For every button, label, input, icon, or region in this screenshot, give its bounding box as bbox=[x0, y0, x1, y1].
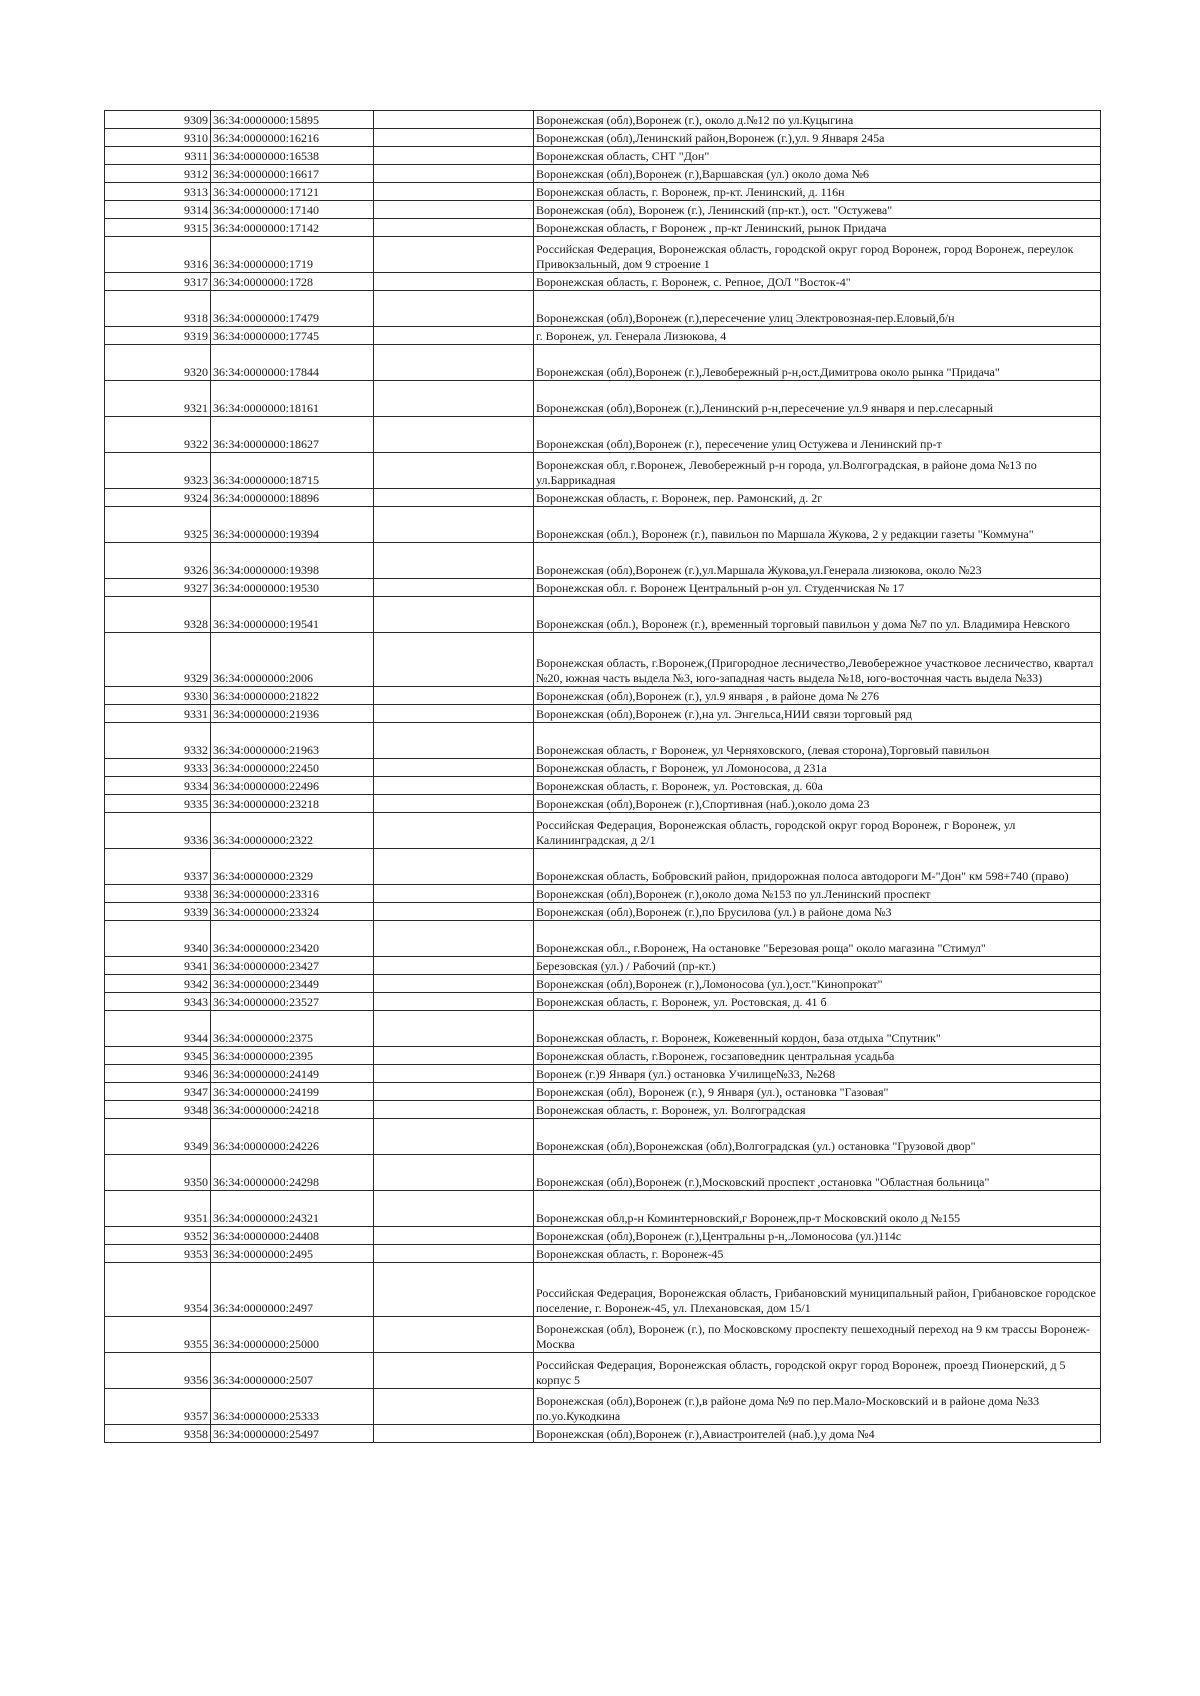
table-row bbox=[105, 759, 1101, 777]
empty-cell bbox=[374, 1191, 534, 1227]
row-number-cell: 9350 bbox=[105, 1155, 211, 1191]
row-number-cell: 9356 bbox=[105, 1353, 211, 1389]
cadastral-number-cell: 36:34:0000000:24218 bbox=[211, 1101, 374, 1119]
table-row bbox=[105, 597, 1101, 633]
row-number-cell: 9338 bbox=[105, 885, 211, 903]
row-number-cell: 9353 bbox=[105, 1245, 211, 1263]
row-number-cell: 9316 bbox=[105, 237, 211, 273]
cadastral-number-cell: 36:34:0000000:2395 bbox=[211, 1047, 374, 1065]
row-number-cell: 9311 bbox=[105, 147, 211, 165]
row-number-cell: 9332 bbox=[105, 723, 211, 759]
cadastral-number-cell: 36:34:0000000:21963 bbox=[211, 723, 374, 759]
address-cell: Воронежская область, г. Воронеж, ул. Ростовская, д. 41 б bbox=[534, 993, 1101, 1011]
empty-cell bbox=[374, 183, 534, 201]
row-number-cell: 9323 bbox=[105, 453, 211, 489]
cadastral-number-cell: 36:34:0000000:19398 bbox=[211, 543, 374, 579]
address-cell: Воронежская область, г.Воронеж,(Пригородное лесничество,Левобережное участковое лесничество, квартал №20, южная часть выдела №3, юго-западная часть выдела №18, юго-восточная часть выдела №33) bbox=[534, 633, 1101, 687]
row-number-cell: 9341 bbox=[105, 957, 211, 975]
empty-cell bbox=[374, 327, 534, 345]
table-row bbox=[105, 975, 1101, 993]
row-number-cell: 9357 bbox=[105, 1389, 211, 1425]
cadastral-number-cell: 36:34:0000000:19541 bbox=[211, 597, 374, 633]
cadastral-number-cell: 36:34:0000000:16617 bbox=[211, 165, 374, 183]
table-row bbox=[105, 219, 1101, 237]
empty-cell bbox=[374, 1047, 534, 1065]
table-row bbox=[105, 129, 1101, 147]
cadastral-number-cell: 36:34:0000000:25333 bbox=[211, 1389, 374, 1425]
table-row bbox=[105, 921, 1101, 957]
address-cell: Российская Федерация, Воронежская область, городской округ город Воронеж, город Воронеж, переулок Привокзальный, дом 9 строение 1 bbox=[534, 237, 1101, 273]
cadastral-number-cell: 36:34:0000000:2507 bbox=[211, 1353, 374, 1389]
empty-cell bbox=[374, 975, 534, 993]
address-cell: Воронежская (обл),Воронеж (г.),по Брусилова (ул.) в районе дома №3 bbox=[534, 903, 1101, 921]
cadastral-number-cell: 36:34:0000000:24298 bbox=[211, 1155, 374, 1191]
row-number-cell: 9315 bbox=[105, 219, 211, 237]
row-number-cell: 9342 bbox=[105, 975, 211, 993]
empty-cell bbox=[374, 453, 534, 489]
row-number-cell: 9352 bbox=[105, 1227, 211, 1245]
empty-cell bbox=[374, 147, 534, 165]
cadastral-number-cell: 36:34:0000000:17745 bbox=[211, 327, 374, 345]
empty-cell bbox=[374, 1101, 534, 1119]
address-cell: Воронежская (обл),Воронеж (г.),Центральны р-н,.Ломоносова (ул.)114с bbox=[534, 1227, 1101, 1245]
row-number-cell: 9343 bbox=[105, 993, 211, 1011]
cadastral-number-cell: 36:34:0000000:24149 bbox=[211, 1065, 374, 1083]
table-row bbox=[105, 381, 1101, 417]
address-cell: Воронежская (обл),Воронеж (г.),Ленинский р-н,пересечение ул.9 января и пер.слесарный bbox=[534, 381, 1101, 417]
table-row bbox=[105, 1191, 1101, 1227]
table-row bbox=[105, 489, 1101, 507]
table-row bbox=[105, 705, 1101, 723]
empty-cell bbox=[374, 813, 534, 849]
row-number-cell: 9339 bbox=[105, 903, 211, 921]
table-row bbox=[105, 795, 1101, 813]
address-cell: Воронежская (обл),Воронеж (г.),Спортивная (наб.),около дома 23 bbox=[534, 795, 1101, 813]
empty-cell bbox=[374, 1425, 534, 1443]
empty-cell bbox=[374, 579, 534, 597]
empty-cell bbox=[374, 957, 534, 975]
table-row bbox=[105, 1425, 1101, 1443]
table-row bbox=[105, 1353, 1101, 1389]
cadastral-number-cell: 36:34:0000000:18715 bbox=[211, 453, 374, 489]
cadastral-number-cell: 36:34:0000000:23449 bbox=[211, 975, 374, 993]
row-number-cell: 9314 bbox=[105, 201, 211, 219]
empty-cell bbox=[374, 1317, 534, 1353]
table-row bbox=[105, 1083, 1101, 1101]
empty-cell bbox=[374, 417, 534, 453]
cadastral-number-cell: 36:34:0000000:25000 bbox=[211, 1317, 374, 1353]
address-cell: Российская Федерация, Воронежская область, городской округ город Воронеж, г Воронеж, ул Калининградская, д 2/1 bbox=[534, 813, 1101, 849]
empty-cell bbox=[374, 237, 534, 273]
table-row bbox=[105, 291, 1101, 327]
row-number-cell: 9318 bbox=[105, 291, 211, 327]
address-cell: Воронежская область, г. Воронеж, ул. Волгоградская bbox=[534, 1101, 1101, 1119]
row-number-cell: 9320 bbox=[105, 345, 211, 381]
table-row bbox=[105, 903, 1101, 921]
row-number-cell: 9336 bbox=[105, 813, 211, 849]
row-number-cell: 9326 bbox=[105, 543, 211, 579]
row-number-cell: 9329 bbox=[105, 633, 211, 687]
table-row bbox=[105, 237, 1101, 273]
empty-cell bbox=[374, 273, 534, 291]
address-cell: Воронежская (обл),Воронеж (г.),Московский проспект ,остановка "Областная больница" bbox=[534, 1155, 1101, 1191]
address-cell: Воронежская (обл),Воронеж (г.),около дома №153 по ул.Ленинский проспект bbox=[534, 885, 1101, 903]
table-row bbox=[105, 507, 1101, 543]
empty-cell bbox=[374, 1227, 534, 1245]
table-row bbox=[105, 417, 1101, 453]
row-number-cell: 9328 bbox=[105, 597, 211, 633]
cadastral-number-cell: 36:34:0000000:24199 bbox=[211, 1083, 374, 1101]
empty-cell bbox=[374, 1083, 534, 1101]
address-cell: Воронежская обл,р-н Коминтерновский,г Воронеж,пр-т Московский около д №155 bbox=[534, 1191, 1101, 1227]
empty-cell bbox=[374, 705, 534, 723]
table-row bbox=[105, 1263, 1101, 1317]
table-row bbox=[105, 1119, 1101, 1155]
table-row bbox=[105, 633, 1101, 687]
empty-cell bbox=[374, 1119, 534, 1155]
cadastral-number-cell: 36:34:0000000:23324 bbox=[211, 903, 374, 921]
table-row bbox=[105, 1065, 1101, 1083]
address-cell: Воронежская область, г. Воронеж, с. Репное, ДОЛ "Восток-4" bbox=[534, 273, 1101, 291]
cadastral-number-cell: 36:34:0000000:16538 bbox=[211, 147, 374, 165]
address-cell: Воронежская область, г. Воронеж, Кожевенный кордон, база отдыха "Спутник" bbox=[534, 1011, 1101, 1047]
address-cell: Воронежская (обл),Воронеж (г.),Ломоносова (ул.),ост."Кинопрокат" bbox=[534, 975, 1101, 993]
empty-cell bbox=[374, 849, 534, 885]
row-number-cell: 9335 bbox=[105, 795, 211, 813]
row-number-cell: 9344 bbox=[105, 1011, 211, 1047]
row-number-cell: 9313 bbox=[105, 183, 211, 201]
table-row bbox=[105, 453, 1101, 489]
address-cell: Российская Федерация, Воронежская область, городской округ город Воронеж, проезд Пионерский, д 5 корпус 5 bbox=[534, 1353, 1101, 1389]
table-row bbox=[105, 723, 1101, 759]
empty-cell bbox=[374, 1065, 534, 1083]
cadastral-number-cell: 36:34:0000000:18627 bbox=[211, 417, 374, 453]
address-cell: Воронежская обл., г.Воронеж, На остановке "Березовая роща" около магазина "Стимул" bbox=[534, 921, 1101, 957]
table-row bbox=[105, 327, 1101, 345]
address-cell: Российская Федерация, Воронежская область, Грибановский муниципальный район, Грибановское городское поселение, г. Воронеж-45, ул. Плехановская, дом 15/1 bbox=[534, 1263, 1101, 1317]
row-number-cell: 9325 bbox=[105, 507, 211, 543]
table-row bbox=[105, 183, 1101, 201]
address-cell: Воронежская (обл),Воронеж (г.),в районе дома №9 по пер.Мало-Московский и в районе дома №33 по.уо.Кукодкина bbox=[534, 1389, 1101, 1425]
cadastral-number-cell: 36:34:0000000:18161 bbox=[211, 381, 374, 417]
cadastral-number-cell: 36:34:0000000:17121 bbox=[211, 183, 374, 201]
address-cell: Воронежская область, г.Воронеж, госзаповедник центральная усадьба bbox=[534, 1047, 1101, 1065]
empty-cell bbox=[374, 489, 534, 507]
cadastral-number-cell: 36:34:0000000:23420 bbox=[211, 921, 374, 957]
table-row bbox=[105, 147, 1101, 165]
row-number-cell: 9331 bbox=[105, 705, 211, 723]
row-number-cell: 9312 bbox=[105, 165, 211, 183]
cadastral-number-cell: 36:34:0000000:23218 bbox=[211, 795, 374, 813]
address-cell: Березовская (ул.) / Рабочий (пр-кт.) bbox=[534, 957, 1101, 975]
address-cell: Воронежская область, г Воронеж , пр-кт Ленинский, рынок Придача bbox=[534, 219, 1101, 237]
address-cell: Воронежская (обл),Воронеж (г.), около д.№12 по ул.Куцыгина bbox=[534, 111, 1101, 129]
address-cell: Воронежская (обл),Воронеж (г.), пересечение улиц Остужева и Ленинский пр-т bbox=[534, 417, 1101, 453]
address-cell: Воронежская обл, г.Воронеж, Левобережный р-н города, ул.Волгоградская, в районе дома №13 по ул.Баррикадная bbox=[534, 453, 1101, 489]
table-row bbox=[105, 201, 1101, 219]
empty-cell bbox=[374, 219, 534, 237]
empty-cell bbox=[374, 111, 534, 129]
cadastral-number-cell: 36:34:0000000:21936 bbox=[211, 705, 374, 723]
cadastral-number-cell: 36:34:0000000:17844 bbox=[211, 345, 374, 381]
empty-cell bbox=[374, 129, 534, 147]
address-cell: Воронежская (обл),Воронеж (г.),ул.Маршала Жукова,ул.Генерала лизюкова, около №23 bbox=[534, 543, 1101, 579]
row-number-cell: 9309 bbox=[105, 111, 211, 129]
table-row bbox=[105, 345, 1101, 381]
address-cell: Воронежская область, СНТ "Дон" bbox=[534, 147, 1101, 165]
cadastral-number-cell: 36:34:0000000:16216 bbox=[211, 129, 374, 147]
row-number-cell: 9334 bbox=[105, 777, 211, 795]
empty-cell bbox=[374, 723, 534, 759]
empty-cell bbox=[374, 1389, 534, 1425]
empty-cell bbox=[374, 687, 534, 705]
address-cell: Воронежская (обл), Воронеж (г.), Ленинский (пр-кт.), ост. "Остужева" bbox=[534, 201, 1101, 219]
cadastral-number-cell: 36:34:0000000:24226 bbox=[211, 1119, 374, 1155]
table-row bbox=[105, 849, 1101, 885]
cadastral-number-cell: 36:34:0000000:24321 bbox=[211, 1191, 374, 1227]
cadastral-number-cell: 36:34:0000000:23316 bbox=[211, 885, 374, 903]
table-row bbox=[105, 1011, 1101, 1047]
empty-cell bbox=[374, 381, 534, 417]
address-cell: Воронежская область, г. Воронеж-45 bbox=[534, 1245, 1101, 1263]
row-number-cell: 9327 bbox=[105, 579, 211, 597]
cadastral-number-cell: 36:34:0000000:18896 bbox=[211, 489, 374, 507]
address-cell: Воронежская (обл),Воронеж (г.), ул.9 января , в районе дома № 276 bbox=[534, 687, 1101, 705]
row-number-cell: 9346 bbox=[105, 1065, 211, 1083]
empty-cell bbox=[374, 885, 534, 903]
address-cell: Воронежская область, Бобровский район, придорожная полоса автодороги М-"Дон" км 598+740 (право) bbox=[534, 849, 1101, 885]
row-number-cell: 9337 bbox=[105, 849, 211, 885]
cadastral-number-cell: 36:34:0000000:2375 bbox=[211, 1011, 374, 1047]
table-row bbox=[105, 543, 1101, 579]
cadastral-number-cell: 36:34:0000000:19530 bbox=[211, 579, 374, 597]
table-row bbox=[105, 885, 1101, 903]
table-row bbox=[105, 273, 1101, 291]
cadastral-number-cell: 36:34:0000000:23427 bbox=[211, 957, 374, 975]
table-row bbox=[105, 813, 1101, 849]
address-cell: Воронежская (обл),Воронеж (г.),Варшавская (ул.) около дома №6 bbox=[534, 165, 1101, 183]
empty-cell bbox=[374, 777, 534, 795]
cadastral-number-cell: 36:34:0000000:2495 bbox=[211, 1245, 374, 1263]
cadastral-number-cell: 36:34:0000000:1719 bbox=[211, 237, 374, 273]
address-cell: Воронежская (обл), Воронеж (г.), по Московскому проспекту пешеходный переход на 9 км трассы Воронеж-Москва bbox=[534, 1317, 1101, 1353]
empty-cell bbox=[374, 1155, 534, 1191]
row-number-cell: 9358 bbox=[105, 1425, 211, 1443]
row-number-cell: 9322 bbox=[105, 417, 211, 453]
row-number-cell: 9321 bbox=[105, 381, 211, 417]
address-cell: Воронежская область, г Воронеж, ул Ломоносова, д 231а bbox=[534, 759, 1101, 777]
address-cell: Воронежская (обл),Ленинский район,Воронеж (г.),ул. 9 Января 245а bbox=[534, 129, 1101, 147]
row-number-cell: 9333 bbox=[105, 759, 211, 777]
row-number-cell: 9355 bbox=[105, 1317, 211, 1353]
row-number-cell: 9324 bbox=[105, 489, 211, 507]
row-number-cell: 9354 bbox=[105, 1263, 211, 1317]
empty-cell bbox=[374, 201, 534, 219]
empty-cell bbox=[374, 291, 534, 327]
empty-cell bbox=[374, 1353, 534, 1389]
cadastral-number-cell: 36:34:0000000:25497 bbox=[211, 1425, 374, 1443]
empty-cell bbox=[374, 543, 534, 579]
table-row bbox=[105, 1047, 1101, 1065]
cadastral-number-cell: 36:34:0000000:17479 bbox=[211, 291, 374, 327]
empty-cell bbox=[374, 903, 534, 921]
table-row bbox=[105, 579, 1101, 597]
empty-cell bbox=[374, 993, 534, 1011]
table-row bbox=[105, 1227, 1101, 1245]
table-row bbox=[105, 111, 1101, 129]
cadastral-number-cell: 36:34:0000000:2329 bbox=[211, 849, 374, 885]
empty-cell bbox=[374, 921, 534, 957]
table-row bbox=[105, 1101, 1101, 1119]
address-cell: Воронежская (обл),Воронеж (г.),на ул. Энгельса,НИИ связи торговый ряд bbox=[534, 705, 1101, 723]
cadastral-register-table bbox=[104, 110, 1101, 1443]
address-cell: Воронежская область, г. Воронеж, ул. Ростовская, д. 60а bbox=[534, 777, 1101, 795]
table-row bbox=[105, 777, 1101, 795]
empty-cell bbox=[374, 759, 534, 777]
empty-cell bbox=[374, 597, 534, 633]
address-cell: Воронеж (г.)9 Января (ул.) остановка Училище№33, №268 bbox=[534, 1065, 1101, 1083]
empty-cell bbox=[374, 633, 534, 687]
address-cell: Воронежская область, г. Воронеж, пер. Рамонский, д. 2г bbox=[534, 489, 1101, 507]
cadastral-number-cell: 36:34:0000000:17140 bbox=[211, 201, 374, 219]
cadastral-number-cell: 36:34:0000000:15895 bbox=[211, 111, 374, 129]
address-cell: Воронежская (обл), Воронеж (г.), 9 Января (ул.), остановка "Газовая" bbox=[534, 1083, 1101, 1101]
row-number-cell: 9317 bbox=[105, 273, 211, 291]
cadastral-number-cell: 36:34:0000000:22450 bbox=[211, 759, 374, 777]
address-cell: Воронежская (обл),Воронежская (обл),Волгоградская (ул.) остановка "Грузовой двор" bbox=[534, 1119, 1101, 1155]
address-cell: Воронежская (обл.), Воронеж (г.), павильон по Маршала Жукова, 2 у редакции газеты "Коммуна" bbox=[534, 507, 1101, 543]
address-cell: Воронежская (обл),Воронеж (г.),Авиастроителей (наб.),у дома №4 bbox=[534, 1425, 1101, 1443]
table-row bbox=[105, 1155, 1101, 1191]
address-cell: Воронежская (обл),Воронеж (г.),Левобережный р-н,ост.Димитрова около рынка "Придача" bbox=[534, 345, 1101, 381]
row-number-cell: 9347 bbox=[105, 1083, 211, 1101]
cadastral-number-cell: 36:34:0000000:17142 bbox=[211, 219, 374, 237]
table-row bbox=[105, 957, 1101, 975]
table-row bbox=[105, 1317, 1101, 1353]
table-row bbox=[105, 1389, 1101, 1425]
row-number-cell: 9351 bbox=[105, 1191, 211, 1227]
row-number-cell: 9345 bbox=[105, 1047, 211, 1065]
empty-cell bbox=[374, 1245, 534, 1263]
cadastral-number-cell: 36:34:0000000:2497 bbox=[211, 1263, 374, 1317]
table-row bbox=[105, 165, 1101, 183]
cadastral-number-cell: 36:34:0000000:24408 bbox=[211, 1227, 374, 1245]
cadastral-number-cell: 36:34:0000000:21822 bbox=[211, 687, 374, 705]
address-cell: Воронежская область, г Воронеж, ул Черняховского, (левая сторона),Торговый павильон bbox=[534, 723, 1101, 759]
row-number-cell: 9340 bbox=[105, 921, 211, 957]
empty-cell bbox=[374, 165, 534, 183]
empty-cell bbox=[374, 345, 534, 381]
table-row bbox=[105, 1245, 1101, 1263]
empty-cell bbox=[374, 1263, 534, 1317]
cadastral-number-cell: 36:34:0000000:2322 bbox=[211, 813, 374, 849]
cadastral-number-cell: 36:34:0000000:22496 bbox=[211, 777, 374, 795]
empty-cell bbox=[374, 1011, 534, 1047]
cadastral-number-cell: 36:34:0000000:23527 bbox=[211, 993, 374, 1011]
row-number-cell: 9348 bbox=[105, 1101, 211, 1119]
cadastral-number-cell: 36:34:0000000:1728 bbox=[211, 273, 374, 291]
row-number-cell: 9330 bbox=[105, 687, 211, 705]
row-number-cell: 9319 bbox=[105, 327, 211, 345]
row-number-cell: 9349 bbox=[105, 1119, 211, 1155]
address-cell: г. Воронеж, ул. Генерала Лизюкова, 4 bbox=[534, 327, 1101, 345]
empty-cell bbox=[374, 795, 534, 813]
address-cell: Воронежская обл. г. Воронеж Центральный р-он ул. Студенчиская № 17 bbox=[534, 579, 1101, 597]
cadastral-number-cell: 36:34:0000000:19394 bbox=[211, 507, 374, 543]
address-cell: Воронежская область, г. Воронеж, пр-кт. Ленинский, д. 116н bbox=[534, 183, 1101, 201]
row-number-cell: 9310 bbox=[105, 129, 211, 147]
table-row bbox=[105, 993, 1101, 1011]
cadastral-number-cell: 36:34:0000000:2006 bbox=[211, 633, 374, 687]
table-row bbox=[105, 687, 1101, 705]
address-cell: Воронежская (обл.), Воронеж (г.), временный торговый павильон у дома №7 по ул. Владимира Невского bbox=[534, 597, 1101, 633]
address-cell: Воронежская (обл),Воронеж (г.),пересечение улиц Электровозная-пер.Еловый,б/н bbox=[534, 291, 1101, 327]
empty-cell bbox=[374, 507, 534, 543]
